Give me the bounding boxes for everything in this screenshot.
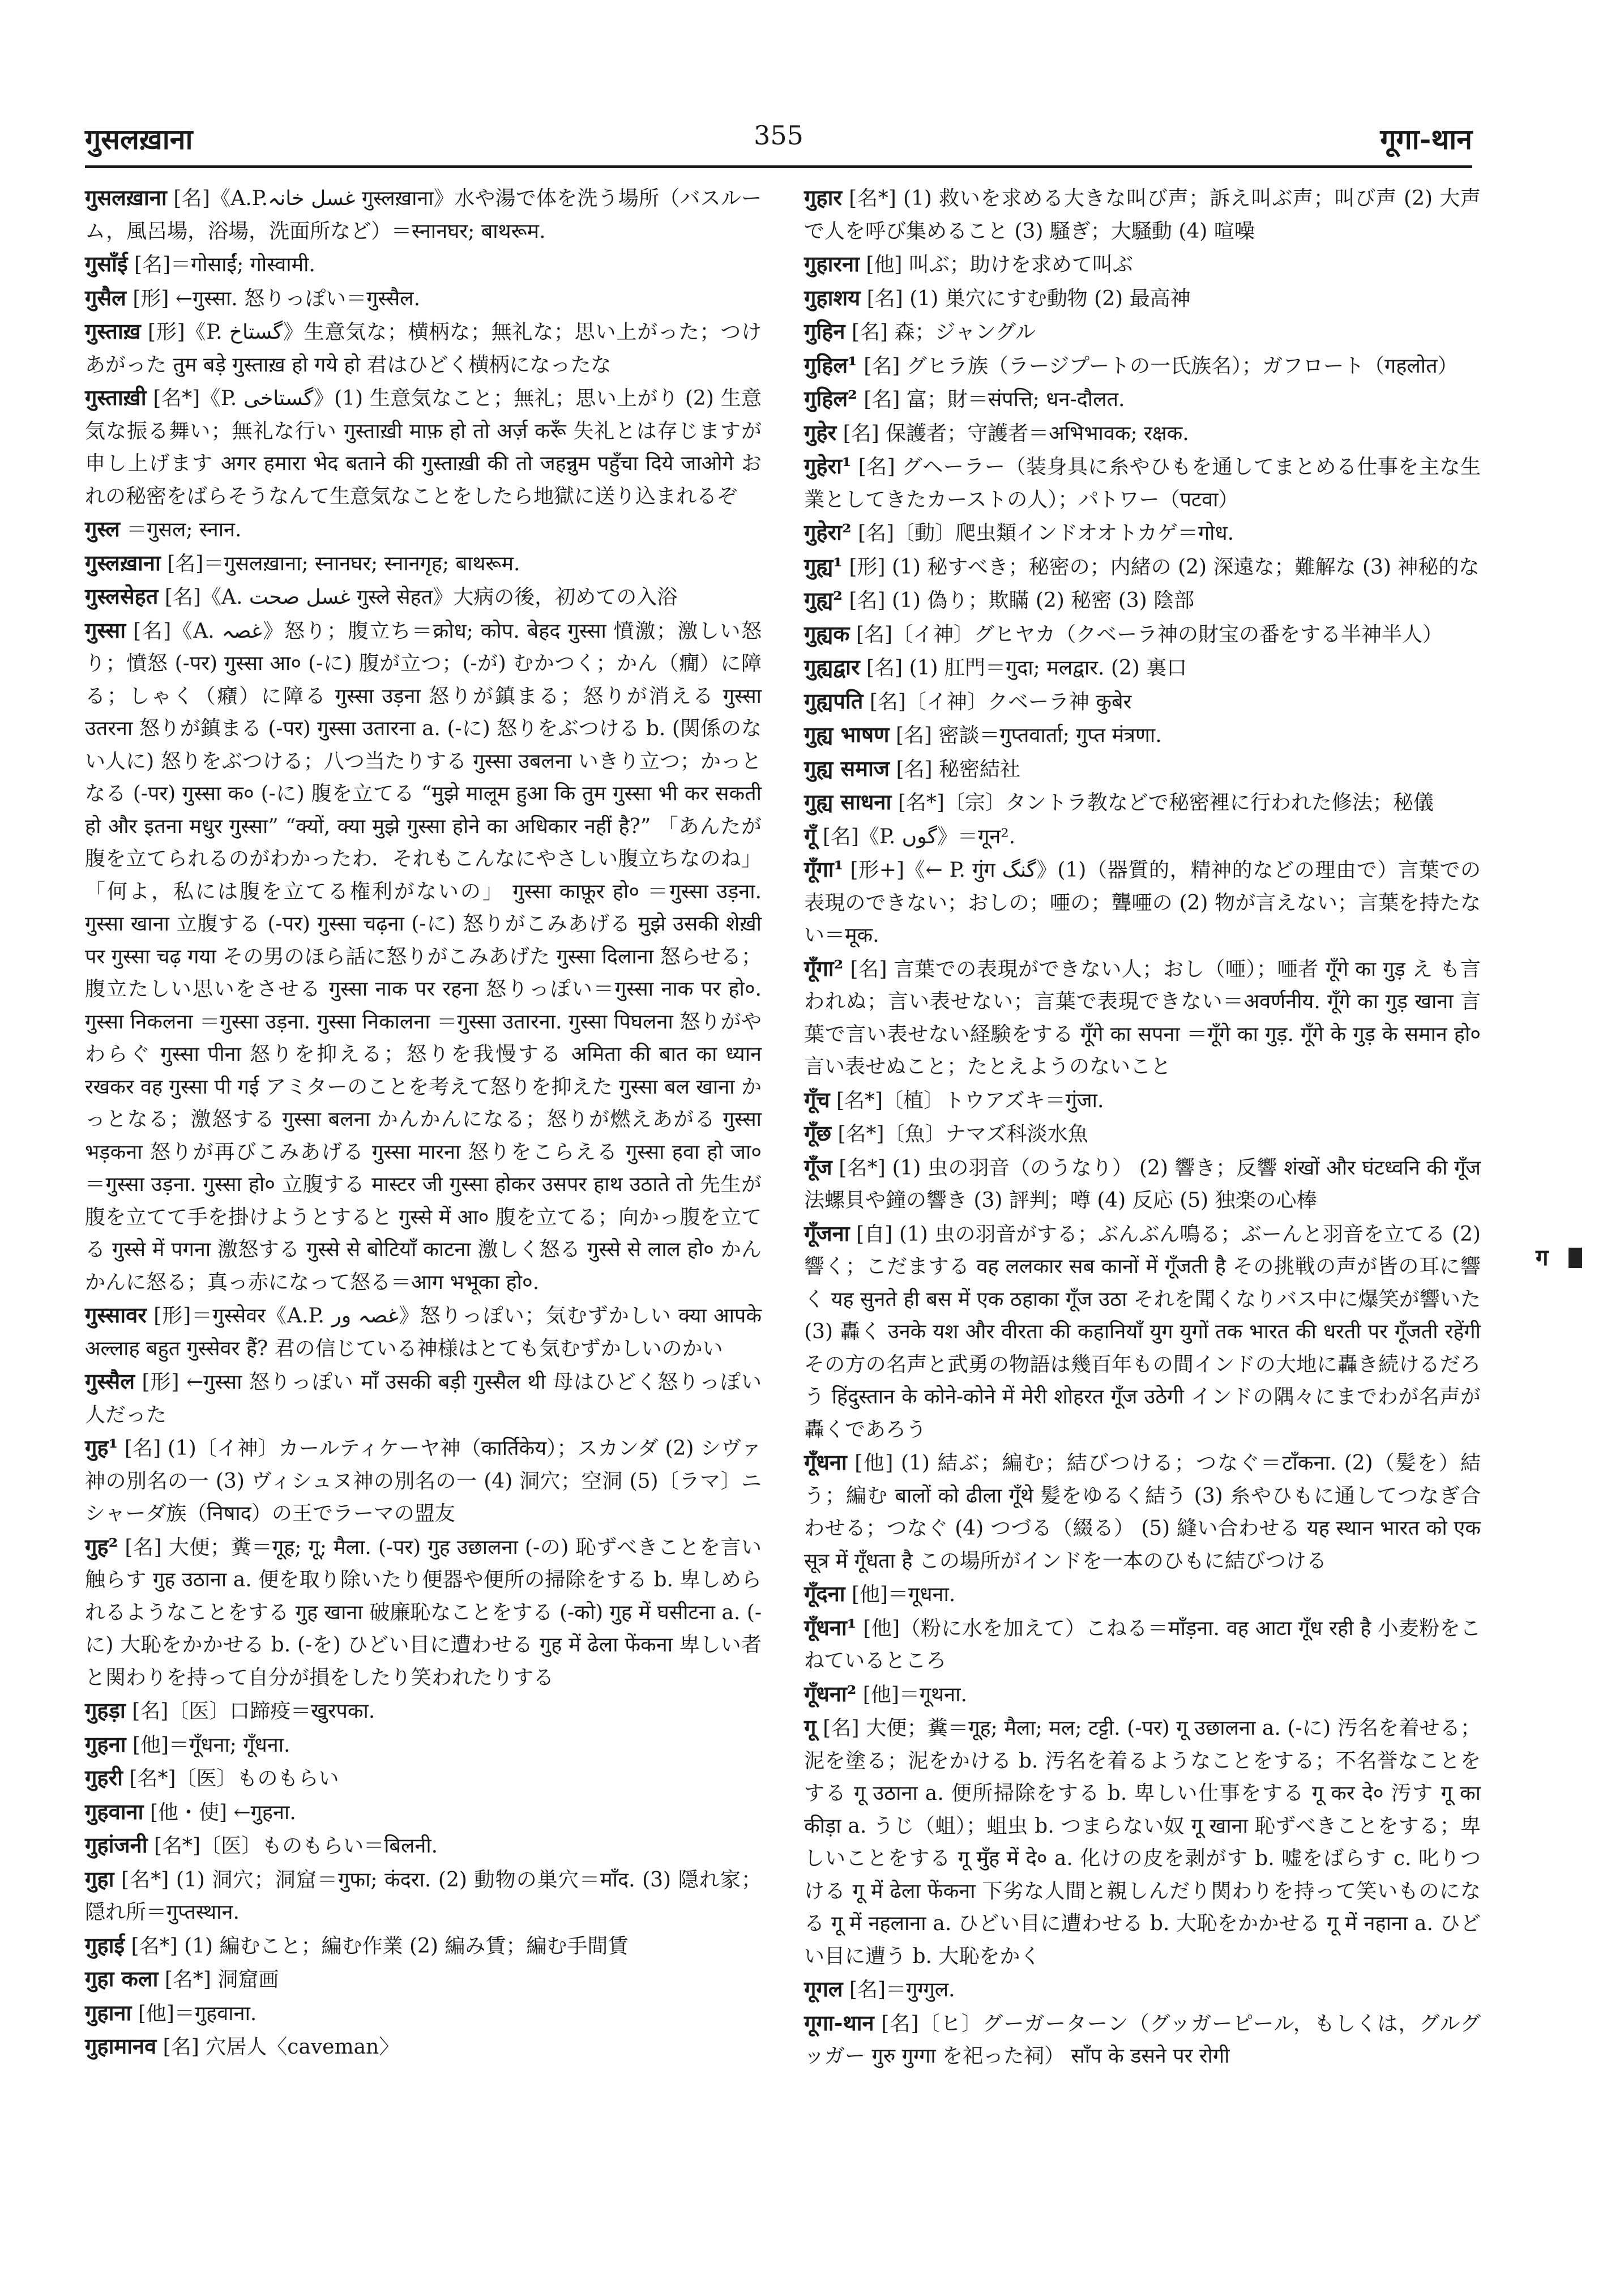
dictionary-entry <box>85 2030 762 2064</box>
entry-headword: गूगल <box>804 1976 843 2001</box>
thumb-index-letter: ग <box>1536 1244 1549 1271</box>
entry-definition: [名] 秘密結社 <box>896 757 1020 781</box>
dictionary-entry <box>804 583 1481 617</box>
entry-headword: गुस्ताख़ी <box>85 385 147 410</box>
entry-definition: [名]〔イ神〕グヒヤカ（クベーラ神の財宝の番をする半神半人） <box>856 622 1443 646</box>
dictionary-entry <box>804 786 1481 820</box>
entry-headword: गुहांजनी <box>85 1832 148 1858</box>
dictionary-entry <box>804 1678 1481 1711</box>
dictionary-entry <box>804 1973 1481 2007</box>
dictionary-entry <box>85 1829 762 1863</box>
dictionary-entry <box>85 281 762 315</box>
dictionary-entry <box>85 381 762 513</box>
dictionary-entry <box>804 1083 1481 1117</box>
dictionary-entry <box>85 1728 762 1762</box>
entry-definition: [名] (1) 肛門＝गुदा; मलद्वार. (2) 裏口 <box>866 656 1187 680</box>
guide-word-right: गूगा-थान <box>1380 122 1472 156</box>
entry-headword: गुह्य समाज <box>804 755 890 781</box>
dictionary-entry <box>804 181 1481 247</box>
dictionary-entry <box>85 513 762 547</box>
entry-definition: [名]＝गोसाईं; गोस्वामी. <box>134 253 315 276</box>
dictionary-entry <box>85 1863 762 1929</box>
entry-definition: [名]〔医〕口蹄疫＝खुरपका. <box>132 1700 375 1723</box>
entry-headword: गुहना <box>85 1731 126 1757</box>
entry-headword: गूगा-थान <box>804 2009 874 2035</box>
dictionary-entry <box>804 1446 1481 1577</box>
entry-headword: गुह² <box>85 1533 118 1559</box>
entry-definition: [名*]〔植〕トウアズキ＝गुंजा. <box>836 1089 1104 1112</box>
entry-headword: गुहाना <box>85 1999 132 2025</box>
entry-headword: गुहाई <box>85 1932 125 1958</box>
dictionary-entry <box>804 516 1481 550</box>
entry-definition: [名] 保護者；守護者＝अभिभावक; रक्षक. <box>843 421 1189 445</box>
entry-headword: गूँजना <box>804 1220 850 1246</box>
dictionary-entry <box>804 651 1481 685</box>
entry-headword: गूँधना¹ <box>804 1614 857 1640</box>
dictionary-entry <box>85 1530 762 1695</box>
dictionary-entry <box>804 349 1481 383</box>
dictionary-entry <box>804 382 1481 416</box>
dictionary-entry <box>804 1577 1481 1611</box>
entry-headword: गुहाशय <box>804 284 861 310</box>
entry-headword: गुह्यपति <box>804 688 864 714</box>
entry-definition: [形]＝गुस्सेवर《A.P. غصہ ور》怒りっぽい；気むずかしい क्या आपके अल्लाह बहुत गुस्सेवर हैं? 君の信じている神様はとても気むずかしいのかい <box>85 1304 762 1360</box>
entry-headword: गुहामानव <box>85 2033 157 2059</box>
dictionary-entry <box>804 315 1481 349</box>
entry-headword: गुहेर <box>804 419 837 445</box>
entry-headword: गुह¹ <box>85 1435 118 1460</box>
entry-definition: [自] (1) 虫の羽音がする；ぶんぶん鳴る；ぶーんと羽音を立てる (2) 響く；こだまする वह ललकार सब कानों में गूँजती है その挑戦の声が皆の耳に響く यह सुनते ही बस में एक ठहाका गूँज उठा それを聞くなりバス中に爆笑が響いた (3) 轟く उनके यश और वीरता की कहानियाँ युग युगों तक भारत की धरती पर गूँजती रहेंगी その方の名声と武勇の物語は幾百年もの間インドの大地に轟き続けるだろう हिंदुस्तान के कोने-कोने में मेरी शोहरत गूँज उठेगी インドの隅々にまでわが名声が轟くであろう <box>804 1222 1481 1441</box>
entry-definition: [名] (1) 偽り；欺瞞 (2) 秘密 (3) 陰部 <box>849 589 1195 612</box>
entry-headword: गुसाँई <box>85 251 128 276</box>
entry-definition: [他]＝गूधना. <box>851 1583 956 1606</box>
dictionary-entry <box>85 1761 762 1795</box>
dictionary-entry <box>804 2007 1481 2073</box>
entry-definition: [名] 穴居人〈caveman〉 <box>163 2035 400 2059</box>
entry-headword: गुह्यक <box>804 620 850 646</box>
entry-headword: गुहेरा² <box>804 519 852 545</box>
entry-headword: गुहवाना <box>85 1798 144 1824</box>
dictionary-entry <box>85 547 762 581</box>
dictionary-entry <box>804 820 1481 853</box>
dictionary-entry <box>804 247 1481 281</box>
entry-definition: [名] グヘーラー（装身具に糸やひもを通してまとめる仕事を主な生業としてきたカーストの人）；パトワー（पटवा） <box>804 455 1481 511</box>
entry-definition: [名*] (1) 虫の羽音（のうなり） (2) 響き；反響 शंखों और घंटध्वनि की गूँज 法螺貝や鐘の響き (3) 評判；噂 (4) 反応 (5) 独楽の心棒 <box>804 1156 1481 1212</box>
entry-headword: गुस्सा <box>85 617 126 643</box>
entry-headword: गुह्य² <box>804 587 843 612</box>
dictionary-entry <box>804 550 1481 584</box>
entry-definition: [名] 大便；糞＝गूह; मैला; मल; टट्टी. (-पर) गू उछालना a. (-に) 汚名を着せる；泥を塗る；泥をかける b. 汚名を着るようなことをする；不名誉なことをする गू उठाना a. 便所掃除をする b. 卑しい仕事をする गू कर दे० 汚す गू का कीड़ा a. うじ（蛆）；蛆虫 b. つまらない奴 गू खाना 恥ずべきことをする；卑しいことをする गू मुँह में दे० a. 化けの皮を剥がす b. 嘘をばらす c. 叱りつける गू में ढेला फेंकना 下劣な人間と親しんだり関わりを持って笑いものになる गू में नहलाना a. ひどい目に遭わせる b. 大恥をかかせる गू में नहाना a. ひどい目に遭う b. 大恥をかく <box>804 1717 1481 1968</box>
entry-definition: [名]《A.P.غسل خانہ गुस्लख़ाना》水や湯で体を洗う場所（バスルーム，風呂場，浴場，洗面所など）＝स्नानघर; बाथरूम. <box>85 187 762 243</box>
entry-definition: [名] 密談＝गुप्तवार्ता; गुप्त मंत्रणा. <box>895 724 1162 747</box>
entry-definition: [名] (1) 巣穴にすむ動物 (2) 最高神 <box>866 287 1191 310</box>
dictionary-entry <box>85 1365 762 1431</box>
entry-definition: [名]〔ヒ〕グーガーターン（グッガーピール，もしくは，グルグッガー गुरु गुग्गा を祀った祠） साँप के डसने पर रोगी <box>804 2012 1481 2068</box>
dictionary-entry <box>804 281 1481 315</box>
entry-definition: [他] 叫ぶ；助けを求めて叫ぶ <box>866 253 1133 276</box>
dictionary-entry <box>804 450 1481 516</box>
entry-definition: [他]（粉に水を加えて）こねる＝माँड़ना. वह आटा गूँध रही है 小麦粉をこねているところ <box>804 1616 1481 1672</box>
entry-headword: गुस्ताख़ <box>85 318 141 344</box>
dictionary-entry <box>804 1711 1481 1973</box>
dictionary-entry <box>85 1299 762 1365</box>
dictionary-entry <box>85 614 762 1299</box>
thumb-index-marker <box>1569 1248 1582 1268</box>
entry-headword: गुह्य भाषण <box>804 722 890 747</box>
entry-headword: गूँगा¹ <box>804 856 844 882</box>
dictionary-entry <box>804 1611 1481 1678</box>
entry-headword: गू <box>804 1714 817 1740</box>
entry-definition: [他]＝गुहवाना. <box>138 2001 257 2025</box>
entry-definition: [名] 富；財＝संपत्ति; धन-दौलत. <box>864 388 1125 411</box>
entry-definition: [他]＝गूथना. <box>862 1683 967 1706</box>
entry-headword: गूँगा² <box>804 955 844 981</box>
entry-headword: गुहार <box>804 185 842 210</box>
header-rule <box>85 165 1472 168</box>
entry-headword: गुस्सावर <box>85 1302 147 1328</box>
dictionary-entry <box>804 1151 1481 1217</box>
entry-definition: [形+]《← P. गुंग گنگ》(1)（器質的，精神的などの理由で）言葉での表現のできない；おしの；唖の；聾唖の (2) 物が言えない；言葉を持たない＝मूक. <box>804 859 1481 947</box>
dictionary-entry <box>85 580 762 614</box>
entry-definition: [名]〔動〕爬虫類インドオオトカゲ＝गोध. <box>858 522 1234 545</box>
dictionary-entry <box>85 247 762 281</box>
entry-headword: गूँ <box>804 822 817 848</box>
entry-headword: गुस्सैल <box>85 1368 135 1394</box>
entry-definition: [形]《P. گستاخ》生意気な；横柄な；無礼な；思い上がった；つけあがった तुम बड़े गुस्ताख़ हो गये हो 君はひどく横柄になったな <box>85 321 762 377</box>
entry-definition: [名] グヒラ族（ラージプートの一氏族名）；ガフロート（गहलोत） <box>864 354 1458 378</box>
dictionary-entry <box>804 685 1481 719</box>
dictionary-entry <box>85 1694 762 1728</box>
dictionary-entry <box>804 416 1481 450</box>
dictionary-entry <box>85 1431 762 1530</box>
entry-definition: [名] 森；ジャングル <box>851 321 1036 344</box>
entry-definition: [名*] 洞窟画 <box>164 1968 279 1991</box>
entry-headword: गुहेरा¹ <box>804 453 852 479</box>
entry-definition: [他] (1) 結ぶ；編む；結びつける；つなぐ＝टाँकना. (2)（髪を）結う；編む बालों को ढीला गूँथे 髪をゆるく結う (3) 糸やひもに通してつなぎ合わせる；つなぐ (4) つづる（綴る） (5) 縫い合わせる यह स्थान भारत को एक सूत्र में गूँधता है この場所がインドを一本のひもに結びつける <box>804 1452 1481 1573</box>
entry-headword: गुहिल¹ <box>804 352 857 378</box>
entry-headword: गुसैल <box>85 284 126 310</box>
entry-headword: गुह्यद्वार <box>804 654 860 680</box>
entry-definition: [名*]〔医〕ものもらい <box>129 1767 339 1790</box>
entry-definition: [名] 大便；糞＝गूह; गू; मैला. (-पर) गुह उछालना (-の) 恥ずべきことを言い触らす गुह उठाना a. 便を取り除いたり便器や便所の掃除をする b. 卑しめられるようなことをする गुह खाना 破廉恥なことをする (-को) गुह में घसीटना a. (-に) 大恥をかかせる b. (-を) ひどい目に遭わせる गुह में ढेला फेंकना 卑しい者と関わりを持って自分が損をしたり笑われたりする <box>85 1535 762 1689</box>
entry-definition: [名*]《P. گستاخی》(1) 生意気なこと；無礼；思い上がり (2) 生意気な振る舞い；無礼な行い गुस्ताख़ी माफ़ हो तो अर्ज़ करूँ 失礼とは存じますが申し上げます अगर हमारा भेद बताने की गुस्ताख़ी की तो जहन्नुम पहुँचा दिये जाओगे おれの秘密をばらそうなんて生意気なことをしたら地獄に送り込まれるぞ <box>85 387 762 508</box>
entry-definition: [名*] (1) 編むこと；編む作業 (2) 編み賃；編む手間賃 <box>131 1934 629 1958</box>
dictionary-entry <box>804 853 1481 952</box>
entry-definition: [名*]〔医〕ものもらい＝बिलनी. <box>154 1834 438 1858</box>
entry-headword: गुहिन <box>804 318 845 344</box>
entry-headword: गुहा <box>85 1866 114 1892</box>
entry-headword: गुस्लख़ाना <box>85 549 161 575</box>
entry-definition: [形] ←गुस्सा. 怒りっぽい＝गुस्सैल. <box>133 287 421 310</box>
dictionary-entry <box>804 952 1481 1083</box>
entry-definition: [他]＝गूँधना; गूँधना. <box>132 1733 290 1757</box>
entry-headword: गूँच <box>804 1086 830 1112</box>
entry-definition: [名]＝गुग्गुल. <box>849 1978 955 2001</box>
entry-headword: गुस्लसेहत <box>85 583 159 609</box>
entry-headword: गुसलख़ाना <box>85 185 167 210</box>
guide-word-left: गुसलख़ाना <box>85 122 193 156</box>
entry-definition: [他・使] ←गुहना. <box>149 1800 296 1824</box>
right-column <box>804 181 1481 2073</box>
thumb-index-tab <box>1536 1242 1598 1274</box>
entry-headword: गुह्य साधना <box>804 789 892 814</box>
entry-headword: गुहरी <box>85 1765 123 1790</box>
entry-headword: गुस्ल <box>85 516 120 541</box>
entry-definition: [名]〔イ神〕クベーラ神 कुबेर <box>869 690 1132 714</box>
entry-definition: [名]《A. غصہ》怒り；腹立ち＝क्रोध; कोप. बेहद गुस्सा 憤激；激しい怒り；憤怒 (-पर) गुस्सा आ० (-に) 腹が立つ；(-が) むかつく；かん（癇）に障る；しゃく（癪）に障る गुस्सा उड़ना 怒りが鎮まる；怒りが消える गुस्सा उतरना 怒りが鎮まる (-पर) गुस्सा उतारना a. (-に) 怒りをぶつける b. (関係のない人に) 怒りをぶつける；八つ当たりする गुस्सा उबलना いきり立つ；かっとなる (-पर) गुस्सा क० (-に) 腹を立てる “मुझे मालूम हुआ कि तुम गुस्सा भी कर सकती हो और इतना मधुर गुस्सा” “क्यों, क्या मुझे गुस्सा होने का अधिकार नहीं है?” 「あんたが腹を立てられるのがわかったわ．それもこんなにやさしい腹立ちなのね」「何よ，私には腹を立てる権利がないの」 गुस्सा काफ़ूर हो० ＝गुस्सा उड़ना. गुस्सा खाना 立腹する (-पर) गुस्सा चढ़ना (-に) 怒りがこみあげる मुझे उसकी शेख़ी पर गुस्सा चढ़ गया その男のほら話に怒りがこみあげた गुस्सा दिलाना 怒らせる；腹立たしい思いをさせる गुस्सा नाक पर रहना 怒りっぽい＝गुस्सा नाक पर हो०. गुस्सा निकलना ＝गुस्सा उड़ना. गुस्सा निकालना ＝गुस्सा उतारना. गुस्सा पिघलना 怒りがやわらぐ गुस्सा पीना 怒りを抑える；怒りを我慢する अमिता की बात का ध्यान रखकर वह गुस्सा पी गई アミターのことを考えて怒りを抑えた गुस्सा बल खाना かっとなる；激怒する गुस्सा बलना かんかんになる；怒りが燃えあがる गुस्सा भड़कना 怒りが再びこみあげる गुस्सा मारना 怒りをこらえる गुस्सा हवा हो जा० ＝गुस्सा उड़ना. गुस्सा हो० 立腹する मास्टर जी गुस्सा होकर उसपर हाथ उठाते तो 先生が腹を立てて手を掛けようとすると गुस्से में आ० 腹を立てる；向かっ腹を立てる गुस्से में पगना 激怒する गुस्से से बोटियाँ काटना 激しく怒る गुस्से से लाल हो० かんかんに怒る；真っ赤になって怒る＝आग भभूका हो०. <box>85 619 762 1294</box>
entry-definition: [名]《A. غسل صحت गुस्ले सेहत》大病の後，初めての入浴 <box>164 586 678 609</box>
dictionary-entry <box>85 1929 762 1963</box>
dictionary-entry <box>804 617 1481 651</box>
entry-definition: [名] (1)〔イ神〕カールティケーヤ神（कार्तिकेय）；スカンダ (2) シヴァ神の別名の一 (3) ヴィシュヌ神の別名の一 (4) 洞穴；空洞 (5)〔ラマ〕ニシャーダ族（निषाद）の王でラーマの盟友 <box>85 1437 762 1525</box>
page-header <box>85 113 1472 167</box>
entry-definition: ＝गुसल; स्नान. <box>126 518 242 541</box>
dictionary-entry <box>804 1217 1481 1446</box>
entry-definition: [名]《P. گوں》＝गून². <box>822 825 1016 848</box>
entry-headword: गुहा कला <box>85 1966 159 1991</box>
entry-headword: गुहिल² <box>804 386 857 411</box>
entry-headword: गूँधना² <box>804 1680 857 1706</box>
entry-definition: [名]＝गुसलख़ाना; स्नानघर; स्नानगृह; बाथरूम. <box>167 552 520 575</box>
entry-headword: गूँज <box>804 1154 832 1180</box>
dictionary-entry <box>804 718 1481 752</box>
entry-definition: [名*] (1) 洞穴；洞窟＝गुफा; कंदरा. (2) 動物の巣穴＝माँद. (3) 隠れ家；隠れ所＝गुप्तस्थान. <box>85 1868 762 1924</box>
left-column <box>85 181 762 2064</box>
dictionary-entry <box>85 1996 762 2030</box>
entry-headword: गूँछ <box>804 1120 832 1146</box>
dictionary-entry <box>85 1962 762 1996</box>
dictionary-entry <box>804 1117 1481 1151</box>
entry-headword: गूँधना <box>804 1449 847 1475</box>
entry-definition: [名*]〔宗〕タントラ教などで秘密裡に行われた修法；秘儀 <box>898 791 1434 814</box>
page-number: 355 <box>754 120 804 151</box>
entry-headword: गुहड़ा <box>85 1697 126 1723</box>
entry-definition: [名] 言葉での表現ができない人；おし（唖）；唖者 गूँगे का गुड़ え も言われぬ；言い表せない；言葉で表現できない＝अवर्णनीय. गूँगे का गुड़ खाना 言葉で言い表せない経験をする गूँगे का सपना ＝गूँगे का गुड़. गूँगे के गुड़ के समान हो० 言い表せぬこと；たとえようのないこと <box>804 957 1481 1078</box>
entry-definition: [名*]〔魚〕ナマズ科淡水魚 <box>837 1122 1088 1146</box>
dictionary-entry <box>804 752 1481 786</box>
dictionary-entry <box>85 315 762 381</box>
entry-headword: गुहारना <box>804 251 860 276</box>
dictionary-entry <box>85 1795 762 1829</box>
entry-headword: गुह्य¹ <box>804 553 843 579</box>
entry-definition: [形] ←गुस्सा 怒りっぽい माँ उसकी बड़ी गुस्सैल थी 母はひどく怒りっぽい人だった <box>85 1371 762 1427</box>
entry-definition: [名*] (1) 救いを求める大きな叫び声；訴え叫ぶ声；叫び声 (2) 大声で人を呼び集めること (3) 騒ぎ；大騒動 (4) 喧噪 <box>804 187 1481 243</box>
entry-definition: [形] (1) 秘すべき；秘密の；内緒の (2) 深遠な；難解な (3) 神秘的な <box>849 555 1480 579</box>
dictionary-entry <box>85 181 762 247</box>
entry-headword: गूँदना <box>804 1581 845 1606</box>
